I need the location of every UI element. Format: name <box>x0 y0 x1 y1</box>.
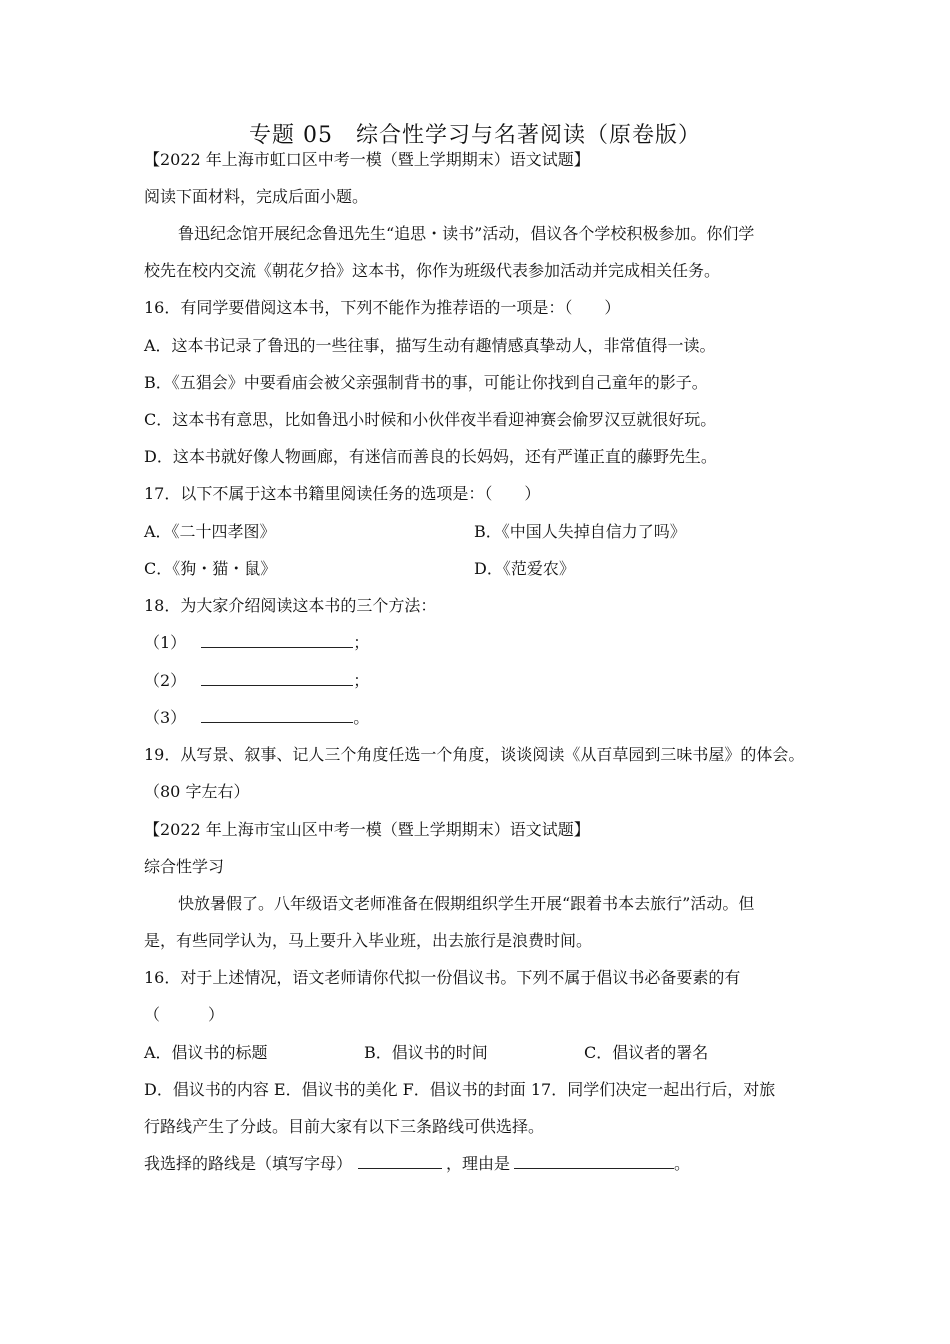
q19-line1: 19．从写景、叙事、记人三个角度任选一个角度，谈谈阅读《从百草园到三味书屋》的体会。 <box>144 745 805 764</box>
section1-passage-line1: 鲁迅纪念馆开展纪念鲁迅先生“追思・读书”活动，倡议各个学校积极参加。你们学 <box>178 224 755 243</box>
section2-passage-line1: 快放暑假了。八年级语文老师准备在假期组织学生开展“跟着书本去旅行”活动。但 <box>178 894 755 913</box>
q16-option-a: A．这本书记录了鲁迅的一些往事，描写生动有趣情感真挚动人，非常值得一读。 <box>144 336 716 355</box>
q18-item-1-label: （1） <box>144 633 187 652</box>
s2-q16-option-b: B．倡议书的时间 <box>364 1043 488 1062</box>
q19-line2: （80 字左右） <box>144 782 250 801</box>
q18-item-2-end: ； <box>353 671 370 690</box>
s2-q17-continuation: 行路线产生了分歧。目前大家有以下三条路线可供选择。 <box>144 1117 545 1136</box>
section1-passage-line2: 校先在校内交流《朝花夕拾》这本书，你作为班级代表参加活动并完成相关任务。 <box>144 261 721 280</box>
q16-stem: 16．有同学要借阅这本书，下列不能作为推荐语的一项是：（ ） <box>144 298 621 317</box>
q18-stem: 18．为大家介绍阅读这本书的三个方法： <box>144 596 437 615</box>
q16-option-c: C．这本书有意思，比如鲁迅小时候和小伙伴夜半看迎神赛会偷罗汉豆就很好玩。 <box>144 410 717 429</box>
route-letter-blank[interactable] <box>358 1154 442 1169</box>
section1-source: 【2022 年上海市虹口区中考一模（暨上学期期末）语文试题】 <box>144 150 590 169</box>
q18-item-2-label: （2） <box>144 671 187 690</box>
q18-item-3-label: （3） <box>144 708 187 727</box>
q18-answer-blank-2[interactable] <box>201 671 353 686</box>
q17-option-a: A．《二十四孝图》 <box>144 522 276 541</box>
q17-stem: 17．以下不属于这本书籍里阅读任务的选项是：（ ） <box>144 484 541 503</box>
section1-instruction: 阅读下面材料，完成后面小题。 <box>144 187 369 206</box>
q16-option-d: D．这本书就好像人物画廊，有迷信而善良的长妈妈，还有严谨正直的藤野先生。 <box>144 447 717 466</box>
q18-item-3-end: 。 <box>353 708 370 727</box>
section2-source: 【2022 年上海市宝山区中考一模（暨上学期期末）语文试题】 <box>144 820 590 839</box>
q18-answer-blank-1[interactable] <box>201 633 353 648</box>
q17-option-c: C．《狗・猫・鼠》 <box>144 559 277 578</box>
route-answer-end: 。 <box>674 1154 691 1173</box>
q16-option-b: B．《五猖会》中要看庙会被父亲强制背书的事，可能让你找到自己童年的影子。 <box>144 373 708 392</box>
page-title: 专题 05 综合性学习与名著阅读（原卷版） <box>249 123 701 148</box>
q17-option-b: B．《中国人失掉自信力了吗》 <box>474 522 686 541</box>
s2-q16-option-c: C．倡议者的署名 <box>584 1043 709 1062</box>
section2-heading: 综合性学习 <box>144 857 225 876</box>
route-reason-blank[interactable] <box>514 1154 674 1169</box>
q18-item-1 <box>144 633 369 653</box>
route-answer-prefix: 我选择的路线是（填写字母） <box>144 1154 353 1173</box>
s2-q16-answer-paren: （ ） <box>144 1005 225 1024</box>
q18-answer-blank-3[interactable] <box>201 708 353 723</box>
q18-item-1-end: ； <box>353 633 370 652</box>
s2-q16-option-a: A．倡议书的标题 <box>144 1043 268 1062</box>
q18-item-2 <box>144 671 369 691</box>
s2-q16-stem: 16．对于上述情况，语文老师请你代拟一份倡议书。下列不属于倡议书必备要素的有 <box>144 968 741 987</box>
q17-option-d: D．《范爱农》 <box>474 559 575 578</box>
route-answer-line <box>144 1154 690 1174</box>
section2-passage-line2: 是，有些同学认为，马上要升入毕业班，出去旅行是浪费时间。 <box>144 931 593 950</box>
route-answer-middle: ，理由是 <box>446 1154 511 1173</box>
s2-q16-options-def: D．倡议书的内容 E．倡议书的美化 F．倡议书的封面 17．同学们决定一起出行后，对旅 <box>144 1080 776 1099</box>
q18-item-3 <box>144 708 369 728</box>
